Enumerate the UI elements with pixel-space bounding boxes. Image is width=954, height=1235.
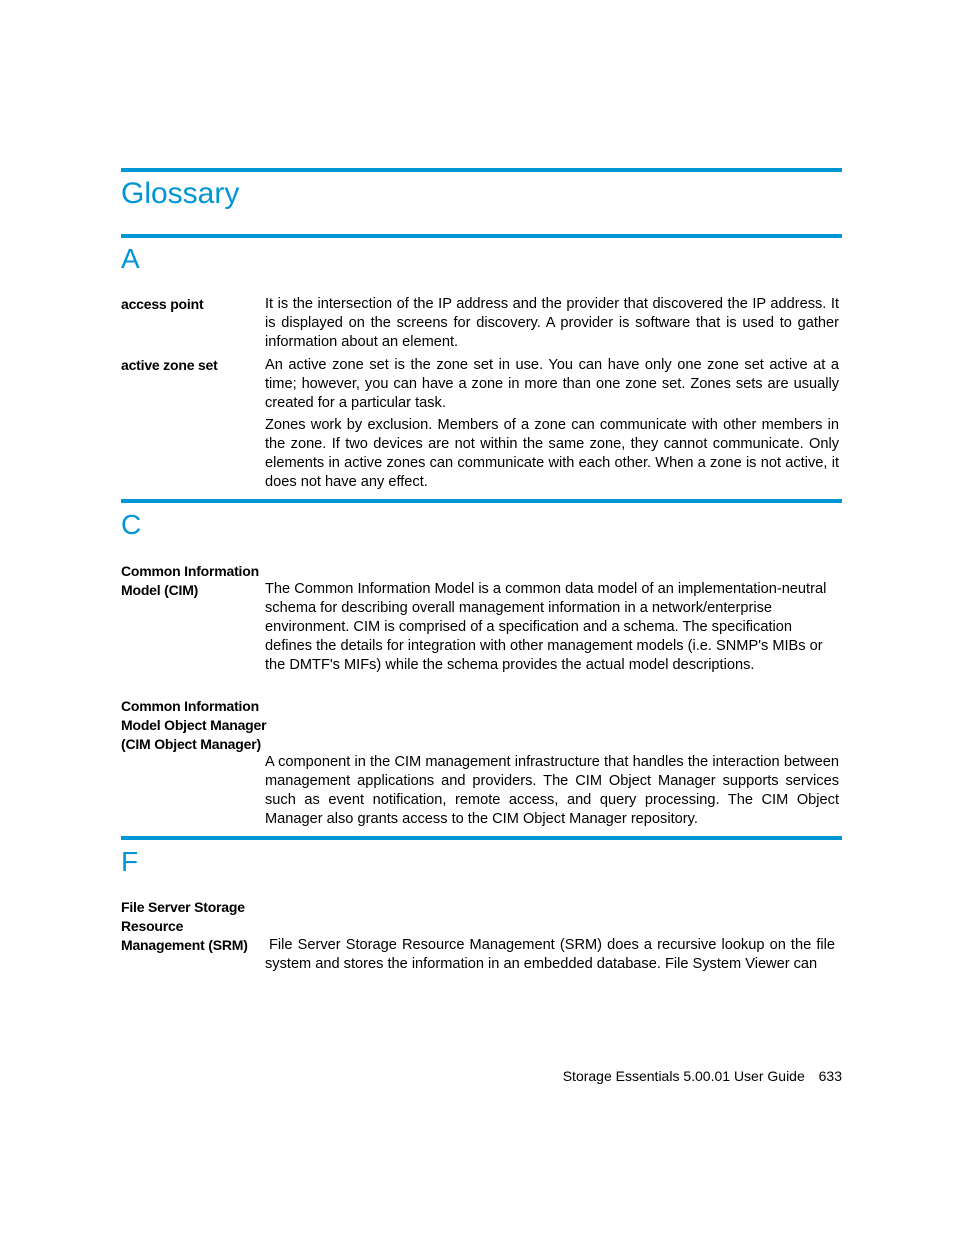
- glossary-definition-access-point: It is the intersection of the IP address and the provider that discovered the IP address. It is displayed on the screens for discovery. A provider is software that is used to gather information about an element.: [265, 296, 839, 350]
- section-rule-f: [121, 836, 842, 840]
- glossary-definition-srm: File Server Storage Resource Management (SRM) does a recursive lookup on the file system and stores the information in an embedded database. File System Viewer can: [265, 937, 835, 972]
- footer-doc-title: Storage Essentials 5.00.01 User Guide: [562, 1068, 805, 1084]
- page-title: Glossary: [121, 177, 240, 210]
- section-rule-a: [121, 234, 842, 238]
- glossary-definition-active-zone-set: An active zone set is the zone set in use. You can have only one zone set active at a time; however, you can have a zone in more than one zone set. Zones sets are usually created for a particular task.: [265, 357, 839, 411]
- glossary-definition-cim-object-manager: A component in the CIM management infrastructure that handles the interaction between management applications and providers. The CIM Object Manager supports services such as event notification, remote access, and query processing. The CIM Object Manager also grants access to the CIM Object Manager repository.: [265, 754, 839, 827]
- title-rule: [121, 168, 842, 172]
- glossary-term-cim-object-manager: Common Information Model Object Manager (CIM Object Manager): [121, 698, 267, 752]
- glossary-term-cim: Common Information Model (CIM): [121, 563, 259, 598]
- page-footer: [553, 1067, 842, 1086]
- footer-page-number: 633: [818, 1068, 842, 1084]
- glossary-definition-cim: The Common Information Model is a common data model of an implementation-neutral schema for describing overall management information in a network/enterprise environment. CIM is comprised of a specification and a schema. The specification defines the details for integration with other management models (i.e. SNMP's MIBs or the DMTF's MIFs) while the schema provides the actual model descriptions.: [265, 581, 827, 673]
- glossary-term-access-point: access point: [121, 296, 204, 312]
- section-rule-c: [121, 499, 842, 503]
- glossary-definition-active-zone-set-2: Zones work by exclusion. Members of a zone can communicate with other members in the zone. If two devices are not within the same zone, they cannot communicate. Only elements in active zones can communicate with each other. When a zone is not active, it does not have any effect.: [265, 417, 839, 490]
- glossary-term-active-zone-set: active zone set: [121, 357, 218, 373]
- section-letter-a: A: [121, 243, 140, 274]
- section-letter-c: C: [121, 509, 142, 540]
- glossary-term-srm: File Server Storage Resource Management (SRM): [121, 899, 248, 953]
- section-letter-f: F: [121, 846, 139, 877]
